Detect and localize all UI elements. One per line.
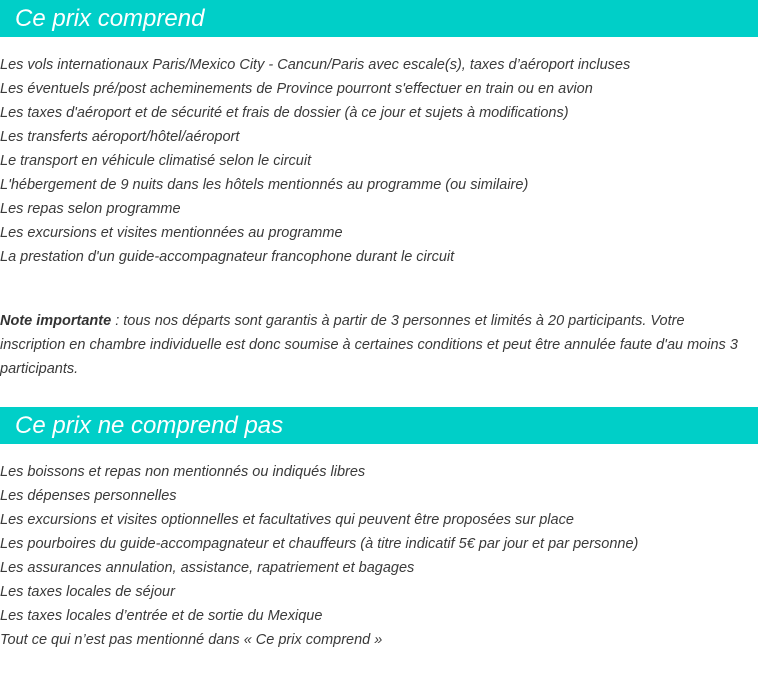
list-item: Les repas selon programme: [0, 201, 181, 217]
list-item: Les boissons et repas non mentionnés ou indiqués libres: [0, 464, 366, 480]
includes-list: [0, 53, 758, 269]
important-note-label: Note importante: [0, 313, 112, 329]
section-excludes-title: Ce prix ne comprend pas: [15, 412, 284, 439]
list-item: Les taxes locales d’entrée et de sortie du Mexique: [0, 608, 323, 624]
excludes-list: [0, 460, 758, 652]
important-note-text: : tous nos départs sont garantis à partir de 3 personnes et limités à 20 participants. Votre inscription en chambre individuelle est donc soumise à certaines conditions et peut être annulée faute d'au moins 3 participants.: [0, 313, 738, 377]
list-item: Les excursions et visites mentionnées au programme: [0, 225, 343, 241]
important-note: [0, 309, 752, 381]
list-item: Les taxes locales de séjour: [0, 584, 175, 600]
list-item: Les taxes d'aéroport et de sécurité et frais de dossier (à ce jour et sujets à modifications): [0, 105, 569, 121]
list-item: Les excursions et visites optionnelles et facultatives qui peuvent être proposées sur place: [0, 512, 574, 528]
list-item: Les transferts aéroport/hôtel/aéroport: [0, 129, 240, 145]
list-item: Les pourboires du guide-accompagnateur et chauffeurs (à titre indicatif 5€ par jour et par personne): [0, 536, 639, 552]
list-item: Le transport en véhicule climatisé selon le circuit: [0, 153, 312, 169]
section-includes-title: Ce prix comprend: [15, 5, 205, 32]
list-item: Tout ce qui n’est pas mentionné dans « Ce prix comprend »: [0, 632, 383, 648]
list-item: La prestation d'un guide-accompagnateur francophone durant le circuit: [0, 249, 455, 265]
list-item: L'hébergement de 9 nuits dans les hôtels mentionnés au programme (ou similaire): [0, 177, 529, 193]
list-item: Les éventuels pré/post acheminements de Province pourront s'effectuer en train ou en avion: [0, 81, 593, 97]
list-item: Les dépenses personnelles: [0, 488, 177, 504]
section-includes-header: [0, 0, 758, 37]
section-excludes-header: [0, 407, 758, 444]
list-item: Les vols internationaux Paris/Mexico City - Cancun/Paris avec escale(s), taxes d’aéroport incluses: [0, 57, 631, 73]
list-item: Les assurances annulation, assistance, rapatriement et bagages: [0, 560, 415, 576]
